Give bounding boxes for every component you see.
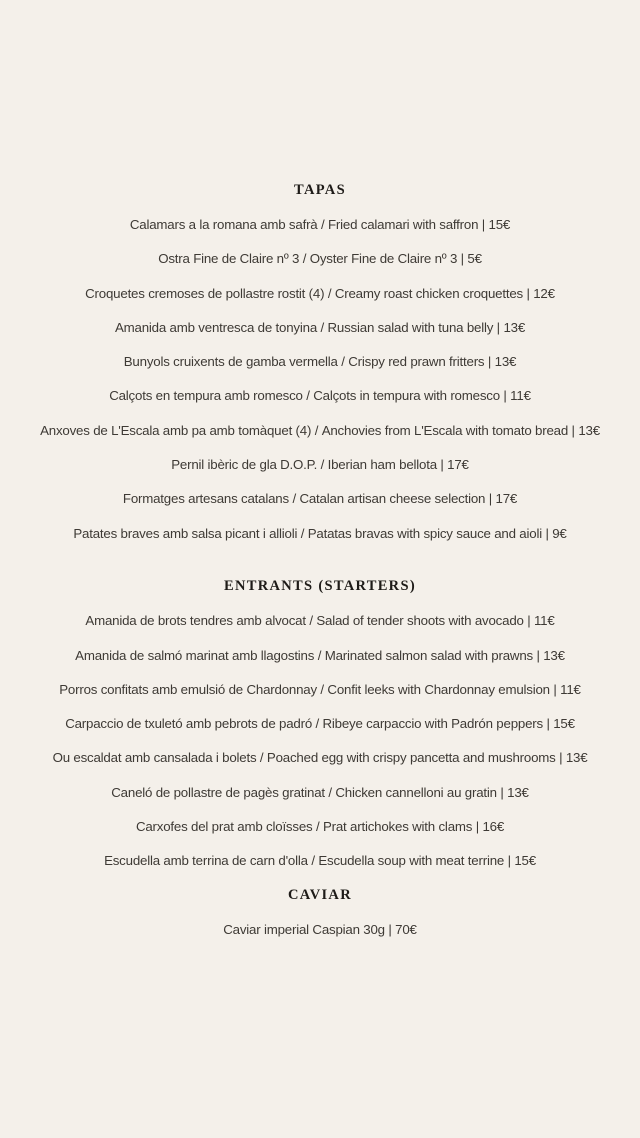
item-price: 15€ xyxy=(488,216,511,232)
item-price: 11€ xyxy=(560,681,581,697)
item-name-en: Chicken cannelloni au gratin xyxy=(335,784,497,800)
menu-item xyxy=(0,809,640,843)
item-name-en: Anchovies from L'Escala with tomato bread xyxy=(321,422,569,438)
item-name-ca: Pernil ibèric de gla D.O.P. xyxy=(171,457,318,473)
item-price-separator: | xyxy=(384,921,396,937)
menu-section-tapas xyxy=(0,173,640,550)
item-name-ca: Bunyols cruixents de gamba vermella xyxy=(123,354,338,370)
item-name-ca: Formatges artesans catalans xyxy=(122,491,289,507)
item-name-en: Patatas bravas with spicy sauce and aioli xyxy=(307,525,542,541)
item-lang-separator: / xyxy=(312,818,323,834)
item-name-en: Creamy roast chicken croquettes xyxy=(334,285,523,301)
menu-item xyxy=(0,276,640,310)
menu-item xyxy=(0,413,640,447)
item-name-ca: Patates braves amb salsa picant i allioli xyxy=(73,525,298,541)
item-lang-separator: / xyxy=(256,750,267,766)
item-price: 13€ xyxy=(578,422,600,438)
item-name-en: Crispy red prawn fritters xyxy=(348,354,485,370)
item-lang-separator: / xyxy=(317,216,328,232)
item-price: 11€ xyxy=(510,388,531,404)
item-price: 70€ xyxy=(395,921,417,937)
item-lang-separator: / xyxy=(324,285,335,301)
item-lang-separator: / xyxy=(317,319,328,335)
item-name-en: Poached egg with crispy pancetta and mushrooms xyxy=(266,750,556,766)
menu-item xyxy=(0,844,640,878)
item-name-ca: Carpaccio de txuletó amb pebrots de padró xyxy=(65,716,313,732)
item-price: 12€ xyxy=(533,285,555,301)
menu-item xyxy=(0,775,640,809)
menu-item xyxy=(0,310,640,344)
item-name-en: Salad of tender shoots with avocado xyxy=(316,613,524,629)
item-name-ca: Carxofes del prat amb cloïsses xyxy=(135,818,313,834)
item-price-separator: | xyxy=(485,491,496,507)
item-price: 11€ xyxy=(533,613,555,629)
item-price: 16€ xyxy=(482,818,505,834)
item-name-ca: Ostra Fine de Claire nº 3 xyxy=(158,251,300,267)
item-price-separator: | xyxy=(541,525,553,541)
item-price: 17€ xyxy=(495,491,518,507)
item-name-en: Confit leeks with Chardonnay emulsion xyxy=(327,681,550,697)
menu-item xyxy=(0,604,640,638)
item-price: 13€ xyxy=(543,647,565,663)
item-price-separator: | xyxy=(555,750,566,766)
item-lang-separator: / xyxy=(302,388,314,404)
item-name-ca: Calamars a la romana amb safrà xyxy=(129,216,318,232)
item-name-ca: Amanida de salmó marinat amb llagostins xyxy=(75,647,315,663)
item-price-separator: | xyxy=(457,251,468,267)
item-price-separator: | xyxy=(493,319,504,335)
menu-section-entrants-starters xyxy=(0,569,640,878)
item-price-separator: | xyxy=(472,818,483,834)
item-name-en: Iberian ham bellota xyxy=(327,457,437,473)
item-name-ca: Porros confitats amb emulsió de Chardonnay xyxy=(59,681,317,697)
item-name-en: Marinated salmon salad with prawns xyxy=(324,647,533,663)
section-title-caviar: CAVIAR xyxy=(288,886,352,903)
item-price: 13€ xyxy=(494,354,517,370)
item-lang-separator: / xyxy=(297,525,308,541)
menu-item xyxy=(0,482,640,516)
item-name-ca: Ou escaldat amb cansalada i bolets xyxy=(52,750,257,766)
menu-item xyxy=(0,672,640,706)
item-price: 13€ xyxy=(565,750,588,766)
menu-item xyxy=(0,242,640,276)
item-name-en: Catalan artisan cheese selection xyxy=(299,491,486,507)
menu-item xyxy=(0,207,640,241)
item-name-ca: Calçots en tempura amb romesco xyxy=(109,388,303,404)
item-name-en: Oyster Fine de Claire nº 3 xyxy=(309,251,458,267)
item-price-separator: | xyxy=(504,853,515,869)
item-price-separator: | xyxy=(484,354,495,370)
item-price: 17€ xyxy=(447,457,469,473)
menu-item xyxy=(0,912,640,946)
item-lang-separator: / xyxy=(312,716,323,732)
item-price: 9€ xyxy=(552,525,567,541)
item-lang-separator: / xyxy=(311,422,322,438)
item-lang-separator: / xyxy=(307,853,319,869)
item-price-separator: | xyxy=(522,285,534,301)
item-lang-separator: / xyxy=(305,613,317,629)
item-name-ca: Anxoves de L'Escala amb pa amb tomàquet (4) xyxy=(40,422,312,438)
item-lang-separator: / xyxy=(299,251,310,267)
menu-item xyxy=(0,741,640,775)
item-name-en: Escudella soup with meat terrine xyxy=(318,853,505,869)
item-name-ca: Croquetes cremoses de pollastre rostit (4) xyxy=(85,285,325,301)
item-lang-separator: / xyxy=(288,491,300,507)
item-lang-separator: / xyxy=(317,457,328,473)
item-name-ca: Amanida amb ventresca de tonyina xyxy=(114,319,318,335)
item-lang-separator: / xyxy=(316,681,328,697)
item-name-en: Prat artichokes with clams xyxy=(322,818,473,834)
item-name-ca: Caviar imperial Caspian 30g xyxy=(223,921,385,937)
item-price: 13€ xyxy=(503,319,526,335)
item-price-separator: | xyxy=(549,681,561,697)
menu-item xyxy=(0,379,640,413)
item-lang-separator: / xyxy=(324,784,336,800)
menu-section-caviar xyxy=(0,878,640,947)
item-price: 5€ xyxy=(467,251,482,267)
item-price-separator: | xyxy=(436,457,448,473)
item-name-en: Calçots in tempura with romesco xyxy=(313,388,500,404)
item-name-en: Russian salad with tuna belly xyxy=(327,319,494,335)
item-price-separator: | xyxy=(499,388,511,404)
item-name-en: Ribeye carpaccio with Padrón peppers xyxy=(322,716,543,732)
item-price-separator: | xyxy=(532,647,544,663)
item-price-separator: | xyxy=(568,422,579,438)
item-lang-separator: / xyxy=(314,647,325,663)
item-price: 15€ xyxy=(514,853,536,869)
item-price: 13€ xyxy=(507,784,529,800)
section-title-tapas: TAPAS xyxy=(294,181,346,198)
item-name-en: Fried calamari with saffron xyxy=(327,216,479,232)
menu-item xyxy=(0,638,640,672)
menu-item xyxy=(0,706,640,740)
menu-item xyxy=(0,516,640,550)
menu-item xyxy=(0,344,640,378)
item-price-separator: | xyxy=(478,216,489,232)
menu-item xyxy=(0,447,640,481)
item-name-ca: Amanida de brots tendres amb alvocat xyxy=(85,613,306,629)
item-price-separator: | xyxy=(496,784,508,800)
item-name-ca: Escudella amb terrina de carn d'olla xyxy=(104,853,308,869)
item-price: 15€ xyxy=(553,716,575,732)
item-price-separator: | xyxy=(542,716,554,732)
item-name-ca: Caneló de pollastre de pagès gratinat xyxy=(111,784,325,800)
item-lang-separator: / xyxy=(337,354,349,370)
item-price-separator: | xyxy=(523,613,534,629)
section-title-entrants-starters: ENTRANTS (STARTERS) xyxy=(224,577,416,594)
